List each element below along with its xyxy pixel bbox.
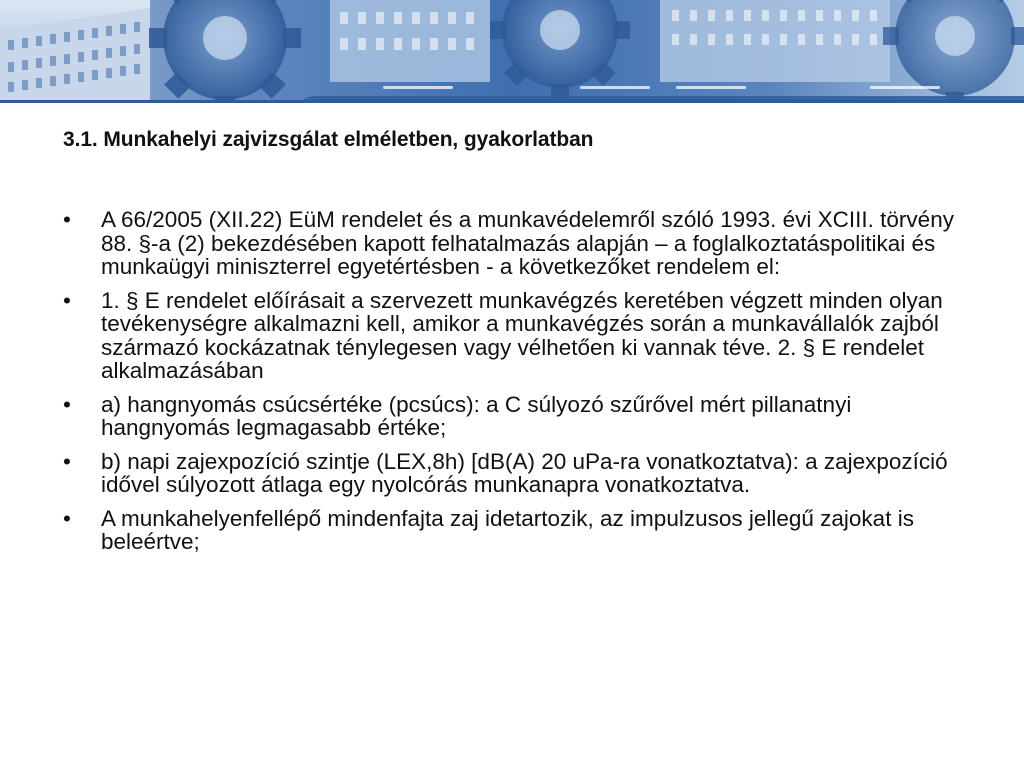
bullet-icon: •	[63, 448, 71, 474]
list-item	[63, 393, 973, 440]
building-image-middle	[330, 0, 490, 82]
bullet-icon: •	[63, 287, 71, 313]
header-banner-graphic	[0, 0, 1024, 103]
bullet-list	[63, 208, 973, 564]
bullet-text: b) napi zajexpozíció szintje (LEX,8h) [dB(A) 20 uPa-ra vonatkoztatva): a zajexpozíció idővel súlyozott átlaga egy nyolcórás munkanapra vonatkoztatva.	[101, 448, 948, 497]
bullet-icon: •	[63, 391, 71, 417]
building-image-left	[0, 0, 150, 100]
header-banner	[0, 0, 1024, 103]
bullet-text: 1. § E rendelet előírásait a szervezett munkavégzés keretében végzett minden olyan tevékenységre alkalmazni kell, amikor a munkavégzés során a munkavállalók zajból származó kockázatnak ténylegesen vagy vélhetően ki vannak téve. 2. § E rendelet alkalmazásában	[101, 287, 943, 383]
bullet-icon: •	[63, 505, 71, 531]
bullet-icon: •	[63, 207, 71, 232]
list-item	[63, 289, 973, 383]
building-image-right	[660, 0, 890, 82]
list-item	[63, 450, 973, 497]
slide-title: 3.1. Munkahelyi zajvizsgálat elméletben, gyakorlatban	[63, 128, 594, 151]
list-item	[63, 208, 973, 279]
list-item	[63, 507, 973, 554]
gear-icon	[149, 0, 301, 103]
bullet-text: A munkahelyenfellépő mindenfajta zaj idetartozik, az impulzusos jellegű zajokat is beleértve;	[101, 505, 914, 554]
bullet-text: A 66/2005 (XII.22) EüM rendelet és a munkavédelemről szóló 1993. évi XCIII. törvény 88. §-a (2) bekezdésében kapott felhatalmazás alapján – a foglalkoztatáspolitikai és munkaügyi miniszterrel egyetértésben - a következőket rendelem el:	[101, 207, 954, 279]
bullet-text: a) hangnyomás csúcsértéke (pcsúcs): a C súlyozó szűrővel mért pillanatnyi hangnyomás legmagasabb értéke;	[101, 391, 852, 440]
